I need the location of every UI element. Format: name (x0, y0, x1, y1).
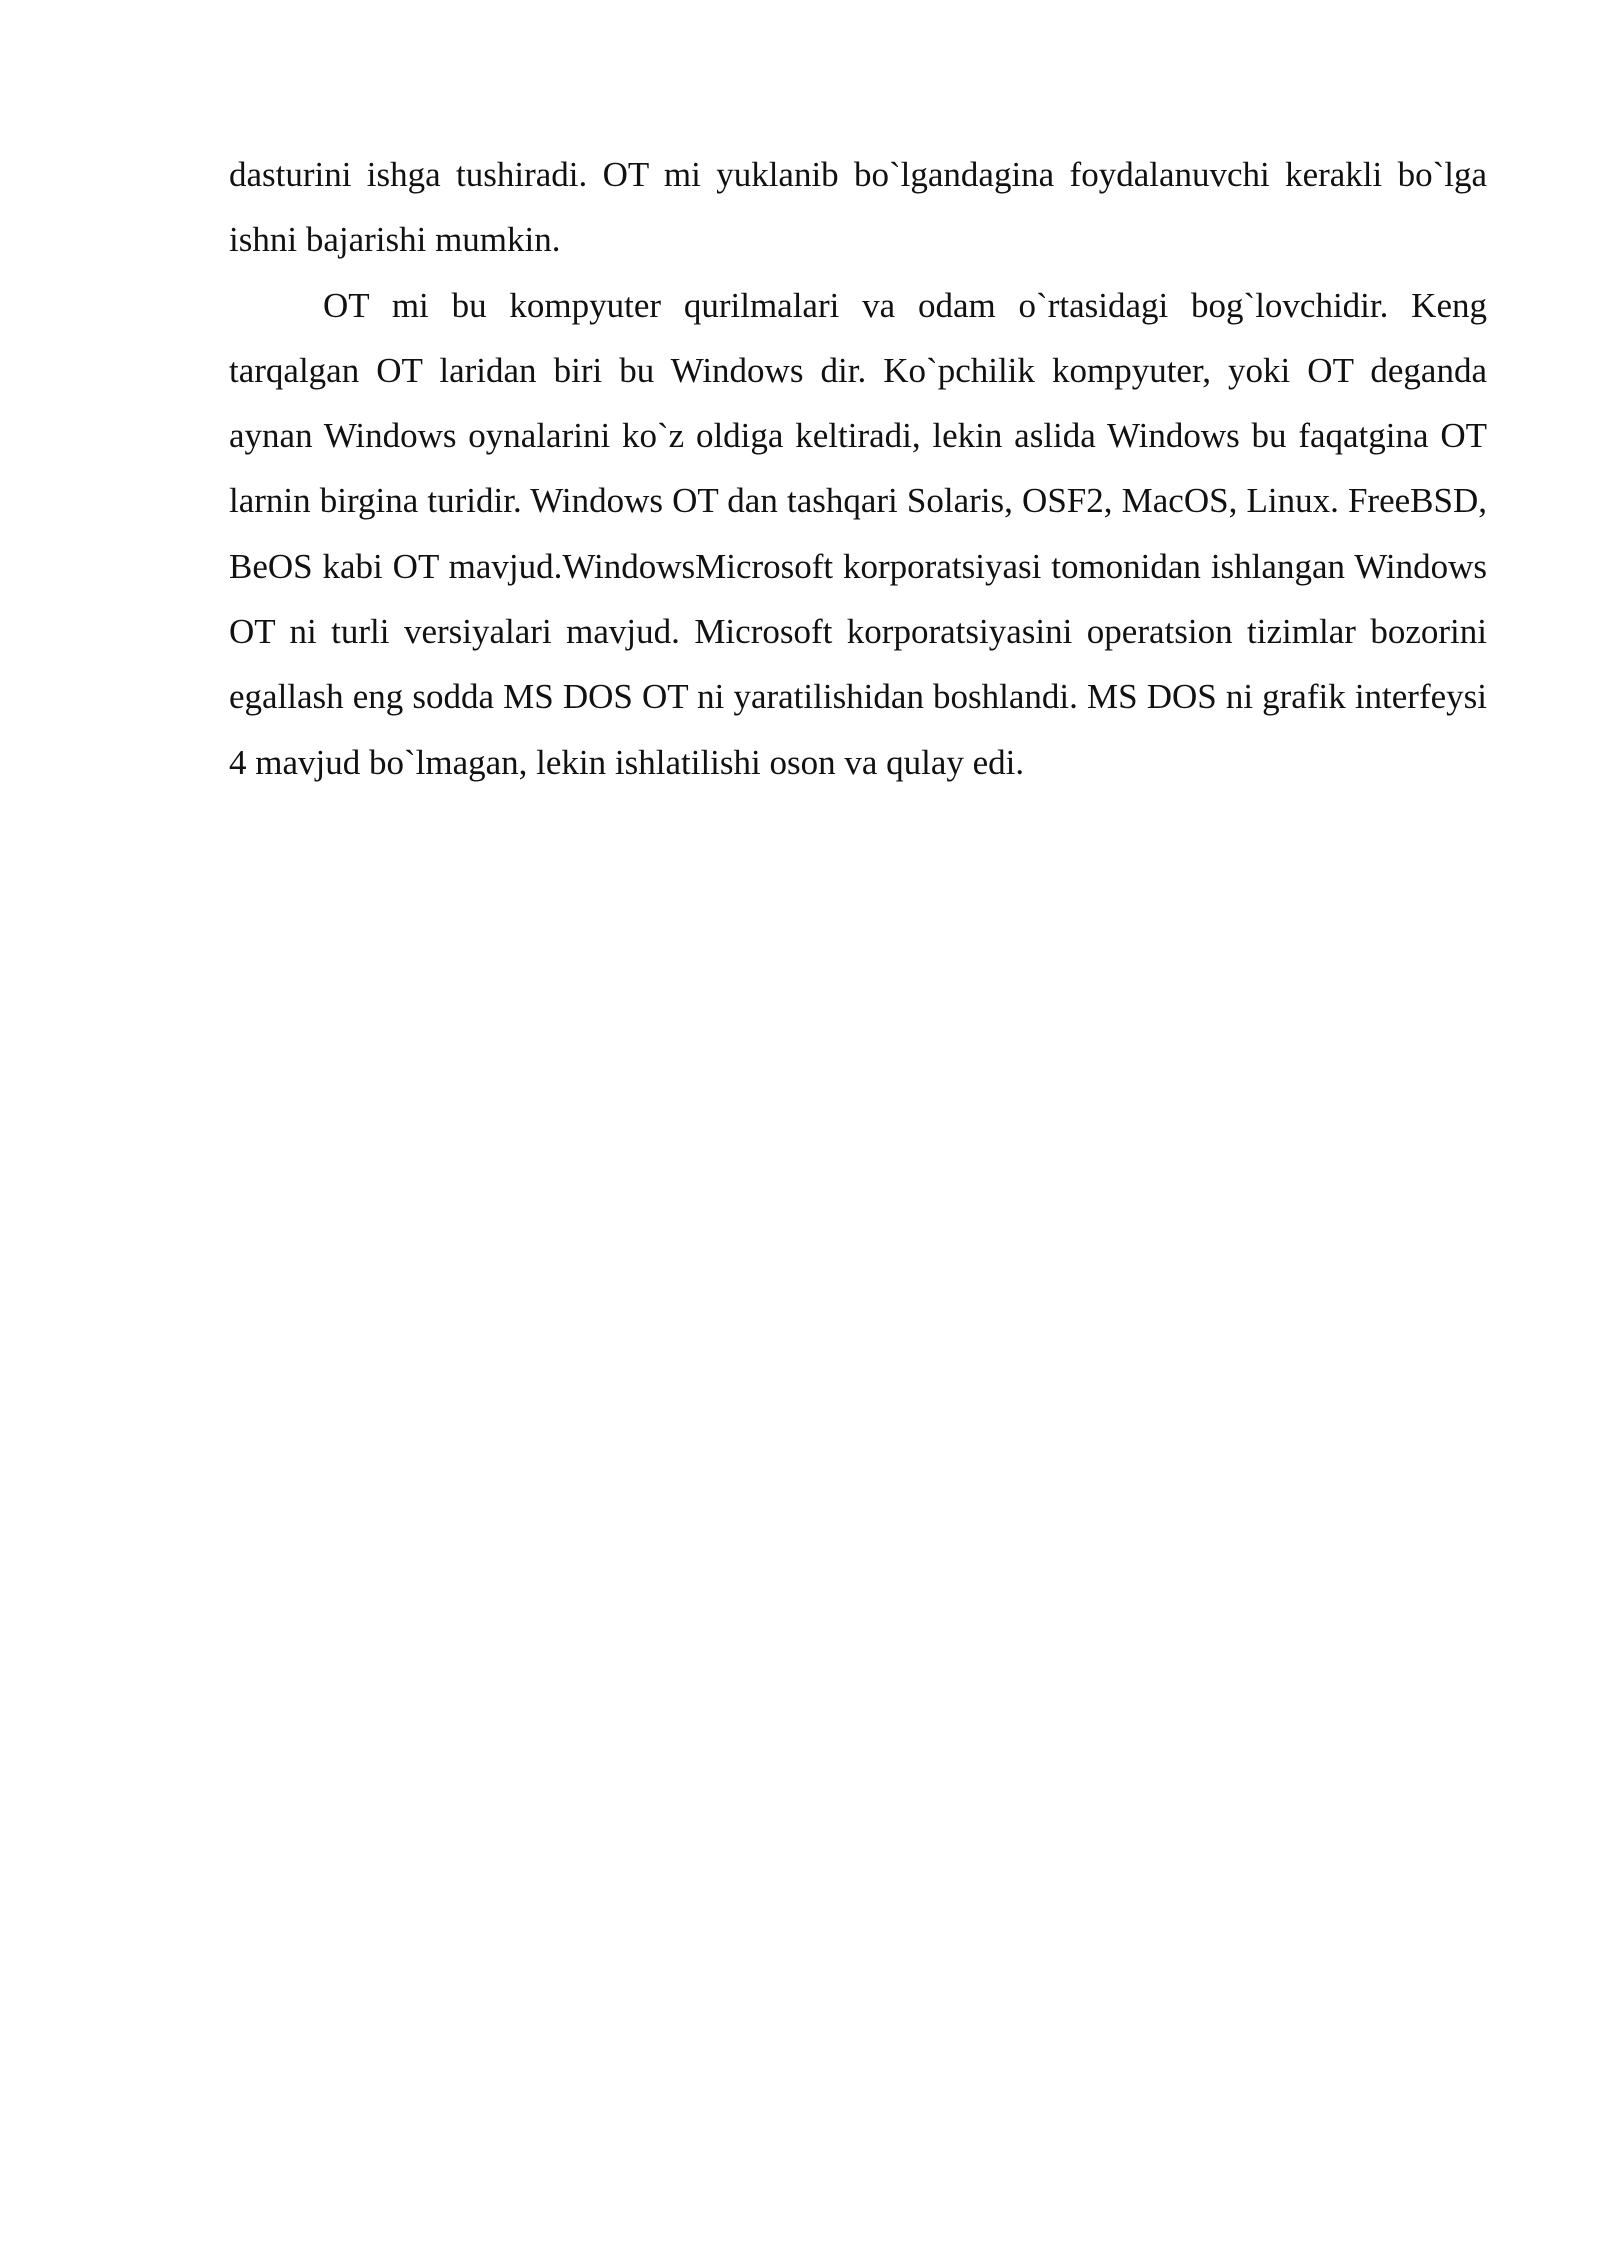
paragraph-continuation: dasturini ishga tushiradi. OT mi yuklanib bo`lgandagina foydalanuvchi kerakli bo`lga ishni bajarishi mumkin. (229, 155, 1487, 260)
document-body (229, 142, 1487, 795)
paragraph-os-windows: OT mi bu kompyuter qurilmalari va odam o`rtasidagi bog`lovchidir. Keng tarqalgan OT laridan biri bu Windows dir. Ko`pchilik kompyuter, yoki OT deganda aynan Windows oynalarini ko`z oldiga keltiradi, lekin aslida Windows bu faqatgina OT larnin birgina turidir. Windows OT dan tashqari Solaris, OSF2, MacOS, Linux. FreeBSD, BeOS kabi OT mavjud.WindowsMicrosoft korporatsiyasi tomonidan ishlangan Windows OT ni turli versiyalari mavjud. Microsoft korporatsiyasini operatsion tizimlar bozorini egallash eng sodda MS DOS OT ni yaratilishidan boshlandi. MS DOS ni grafik interfeysi 4 mavjud bo`lmagan, lekin ishlatilishi oson va qulay edi. (229, 285, 1487, 782)
